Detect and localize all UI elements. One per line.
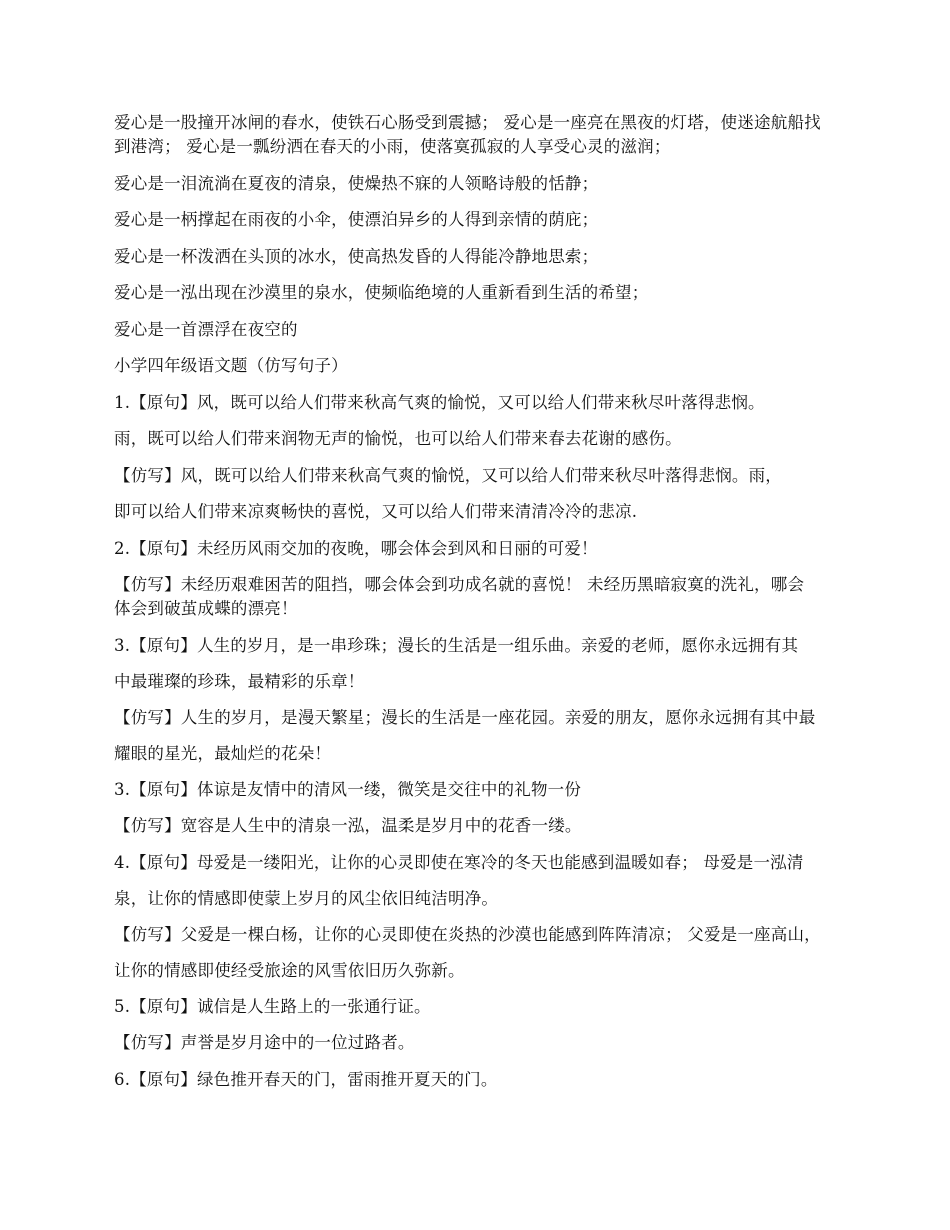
imitation-sentence: 【仿写】风，既可以给人们带来秋高气爽的愉悦，又可以给人们带来秋尽叶落得悲悯。雨， [114,465,782,485]
section-title: 小学四年级语文题（仿写句子） [114,356,348,375]
document-body [114,111,844,1104]
original-sentence: 4.【原句】母爱是一缕阳光，让你的心灵即使在寒冷的冬天也能感到温暖如春； 母爱是一泓清泉，让你的情感即使蒙上岁月的风尘依旧纯洁明净。 [114,852,804,908]
original-sentence: 2.【原句】未经历风雨交加的夜晚，哪会体会到风和日丽的可爱！ [114,538,598,558]
original-sentence: 3.【原句】人生的岁月，是一串珍珠；漫长的生活是一组乐曲。亲爱的老师，愿你永远拥有其中最璀璨的珍珠，最精彩的乐章！ [114,635,799,691]
imitation-sentence: 【仿写】宽容是人生中的清泉一泓，温柔是岁月中的花香一缕。 [114,816,582,835]
imitation-sentence: 【仿写】未经历艰难困苦的阻挡，哪会体会到功成名就的喜悦！ 未经历黑暗寂寞的洗礼，哪会体会到破茧成蝶的漂亮！ [114,575,805,618]
paragraph: 爱心是一股撞开冰闸的春水，使铁石心肠受到震撼； 爱心是一座亮在黑夜的灯塔，使迷途航船找到港湾； 爱心是一瓢纷洒在春天的小雨，使落寞孤寂的人享受心灵的滋润； [114,113,821,156]
paragraph: 爱心是一杯泼洒在头顶的冰水，使高热发昏的人得能冷静地思索； [114,246,599,266]
imitation-sentence: 【仿写】父爱是一棵白杨，让你的心灵即使在炎热的沙漠也能感到阵阵清凉； 父爱是一座高山，让你的情感即使经受旅途的风雪依旧历久弥新。 [114,924,821,980]
original-sentence: 6.【原句】绿色推开春天的门，雷雨推开夏天的门。 [114,1069,498,1089]
imitation-sentence: 【仿写】人生的岁月，是漫天繁星；漫长的生活是一座花园。亲爱的朋友，愿你永远拥有其中最耀眼的星光，最灿烂的花朵！ [114,707,816,763]
imitation-sentence: 【仿写】声誉是岁月途中的一位过路者。 [114,1033,415,1052]
original-sentence-continued: 雨，既可以给人们带来润物无声的愉悦，也可以给人们带来春去花谢的感伤。 [114,429,682,448]
paragraph: 爱心是一柄撑起在雨夜的小伞，使漂泊异乡的人得到亲情的荫庇； [114,210,599,229]
original-sentence: 1.【原句】风，既可以给人们带来秋高气爽的愉悦，又可以给人们带来秋尽叶落得悲悯。 [114,392,765,412]
imitation-sentence-continued: 即可以给人们带来凉爽畅快的喜悦，又可以给人们带来清清冷冷的悲凉. [114,502,638,521]
original-sentence: 3.【原句】体谅是友情中的清风一缕，微笑是交往中的礼物一份 [114,779,582,799]
paragraph: 爱心是一首漂浮在夜空的 [114,319,298,339]
paragraph: 爱心是一泓出现在沙漠里的泉水，使频临绝境的人重新看到生活的希望； [114,283,649,302]
original-sentence: 5.【原句】诚信是人生路上的一张通行证。 [114,996,431,1016]
paragraph: 爱心是一泪流淌在夏夜的清泉，使燥热不寐的人领略诗般的恬静； [114,173,599,193]
